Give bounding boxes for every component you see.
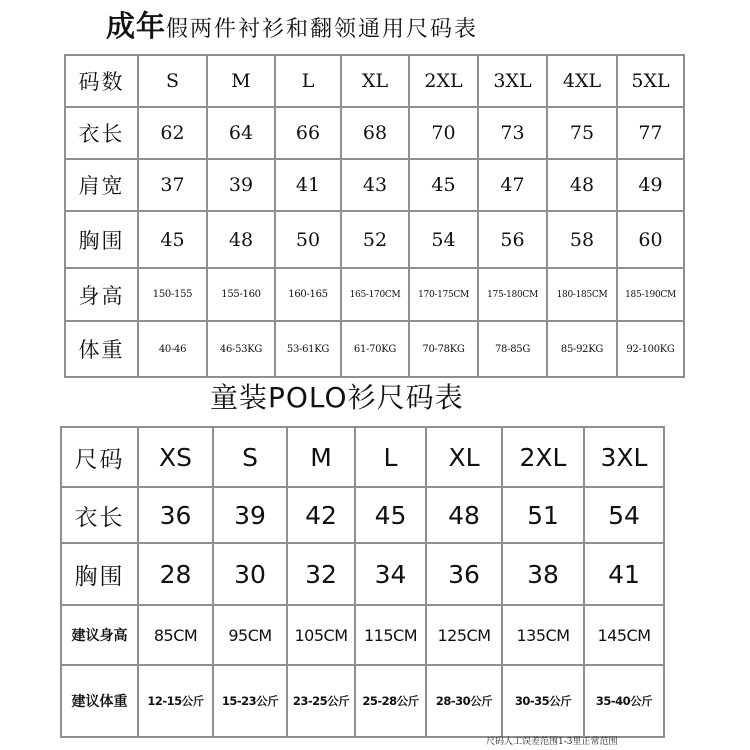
- table-cell: 41: [584, 543, 664, 605]
- adult-size-5xl: 5XL: [617, 55, 684, 107]
- row-label-length: 衣长: [61, 487, 138, 543]
- kids-header-label: 尺码: [61, 427, 138, 487]
- table-cell: 62: [138, 107, 207, 159]
- table-cell: 54: [584, 487, 664, 543]
- table-cell: 170-175CM: [409, 268, 478, 321]
- table-cell: 52: [341, 211, 409, 268]
- table-cell: 115CM: [355, 605, 426, 665]
- row-label-chest: 胸围: [61, 543, 138, 605]
- table-cell: 85CM: [138, 605, 213, 665]
- table-cell: 38: [502, 543, 584, 605]
- adult-row-height: [65, 268, 684, 321]
- table-cell: 28-30公斤: [426, 665, 502, 737]
- table-cell: 35-40公斤: [584, 665, 664, 737]
- table-cell: 32: [287, 543, 355, 605]
- table-cell: 23-25公斤: [287, 665, 355, 737]
- adult-row-length: [65, 107, 684, 159]
- table-cell: 185-190CM: [617, 268, 684, 321]
- kids-size-xl: XL: [426, 427, 502, 487]
- kids-size-table: [60, 426, 665, 738]
- row-label-weight: 体重: [65, 321, 138, 377]
- table-cell: 60: [617, 211, 684, 268]
- table-cell: 73: [478, 107, 547, 159]
- table-cell: 165-170CM: [341, 268, 409, 321]
- kids-size-m: M: [287, 427, 355, 487]
- table-cell: 41: [275, 159, 341, 211]
- kids-header-row: [61, 427, 664, 487]
- table-cell: 30: [213, 543, 287, 605]
- table-cell: 78-85G: [478, 321, 547, 377]
- kids-row-length: [61, 487, 664, 543]
- adult-header-row: [65, 55, 684, 107]
- kids-row-weight: [61, 665, 664, 737]
- adult-size-xl: XL: [341, 55, 409, 107]
- kids-size-l: L: [355, 427, 426, 487]
- adult-row-weight: [65, 321, 684, 377]
- table-cell: 40-46: [138, 321, 207, 377]
- table-cell: 46-53KG: [207, 321, 275, 377]
- table-cell: 66: [275, 107, 341, 159]
- adult-size-4xl: 4XL: [547, 55, 617, 107]
- adult-size-2xl: 2XL: [409, 55, 478, 107]
- table-cell: 12-15公斤: [138, 665, 213, 737]
- adult-row-chest: [65, 211, 684, 268]
- kids-row-chest: [61, 543, 664, 605]
- table-cell: 105CM: [287, 605, 355, 665]
- table-cell: 43: [341, 159, 409, 211]
- table-cell: 54: [409, 211, 478, 268]
- table-cell: 135CM: [502, 605, 584, 665]
- table-cell: 56: [478, 211, 547, 268]
- table-cell: 49: [617, 159, 684, 211]
- adult-row-shoulder: [65, 159, 684, 211]
- table-cell: 47: [478, 159, 547, 211]
- table-cell: 45: [138, 211, 207, 268]
- table-cell: 48: [207, 211, 275, 268]
- table-cell: 53-61KG: [275, 321, 341, 377]
- table-cell: 15-23公斤: [213, 665, 287, 737]
- row-label-suggested-weight: 建议体重: [61, 665, 138, 737]
- table-cell: 145CM: [584, 605, 664, 665]
- table-cell: 48: [426, 487, 502, 543]
- table-cell: 39: [207, 159, 275, 211]
- table-cell: 36: [138, 487, 213, 543]
- table-cell: 48: [547, 159, 617, 211]
- table-cell: 175-180CM: [478, 268, 547, 321]
- table-cell: 92-100KG: [617, 321, 684, 377]
- table-cell: 61-70KG: [341, 321, 409, 377]
- adult-size-3xl: 3XL: [478, 55, 547, 107]
- row-label-length: 衣长: [65, 107, 138, 159]
- table-cell: 64: [207, 107, 275, 159]
- kids-size-3xl: 3XL: [584, 427, 664, 487]
- kids-size-chart-title: 童装POLO衫尺码表: [210, 381, 464, 414]
- table-cell: 125CM: [426, 605, 502, 665]
- row-label-shoulder: 肩宽: [65, 159, 138, 211]
- row-label-suggested-height: 建议身高: [61, 605, 138, 665]
- table-cell: 160-165: [275, 268, 341, 321]
- table-cell: 30-35公斤: [502, 665, 584, 737]
- title-adult-prefix: 成年: [106, 9, 167, 43]
- table-cell: 58: [547, 211, 617, 268]
- adult-header-label: 码数: [65, 55, 138, 107]
- table-cell: 95CM: [213, 605, 287, 665]
- table-cell: 42: [287, 487, 355, 543]
- adult-size-table: [64, 54, 685, 378]
- table-cell: 36: [426, 543, 502, 605]
- table-cell: 25-28公斤: [355, 665, 426, 737]
- adult-size-s: S: [138, 55, 207, 107]
- row-label-chest: 胸围: [65, 211, 138, 268]
- table-cell: 70: [409, 107, 478, 159]
- table-cell: 37: [138, 159, 207, 211]
- table-cell: 85-92KG: [547, 321, 617, 377]
- table-cell: 77: [617, 107, 684, 159]
- table-cell: 50: [275, 211, 341, 268]
- adult-size-l: L: [275, 55, 341, 107]
- table-cell: 39: [213, 487, 287, 543]
- kids-size-s: S: [213, 427, 287, 487]
- table-cell: 70-78KG: [409, 321, 478, 377]
- kids-row-height: [61, 605, 664, 665]
- table-cell: 51: [502, 487, 584, 543]
- table-cell: 45: [355, 487, 426, 543]
- title-adult-rest: 假两件衬衫和翻领通用尺码表: [166, 17, 479, 42]
- table-cell: 180-185CM: [547, 268, 617, 321]
- kids-size-xs: XS: [138, 427, 213, 487]
- table-cell: 75: [547, 107, 617, 159]
- adult-size-m: M: [207, 55, 275, 107]
- table-cell: 34: [355, 543, 426, 605]
- kids-size-2xl: 2XL: [502, 427, 584, 487]
- adult-size-chart-title: [106, 6, 478, 46]
- table-cell: 68: [341, 107, 409, 159]
- table-cell: 45: [409, 159, 478, 211]
- measurement-tolerance-note: 尺码人工误差范围1-3里正常范围: [486, 737, 618, 747]
- table-cell: 28: [138, 543, 213, 605]
- table-cell: 155-160: [207, 268, 275, 321]
- table-cell: 150-155: [138, 268, 207, 321]
- row-label-height: 身高: [65, 268, 138, 321]
